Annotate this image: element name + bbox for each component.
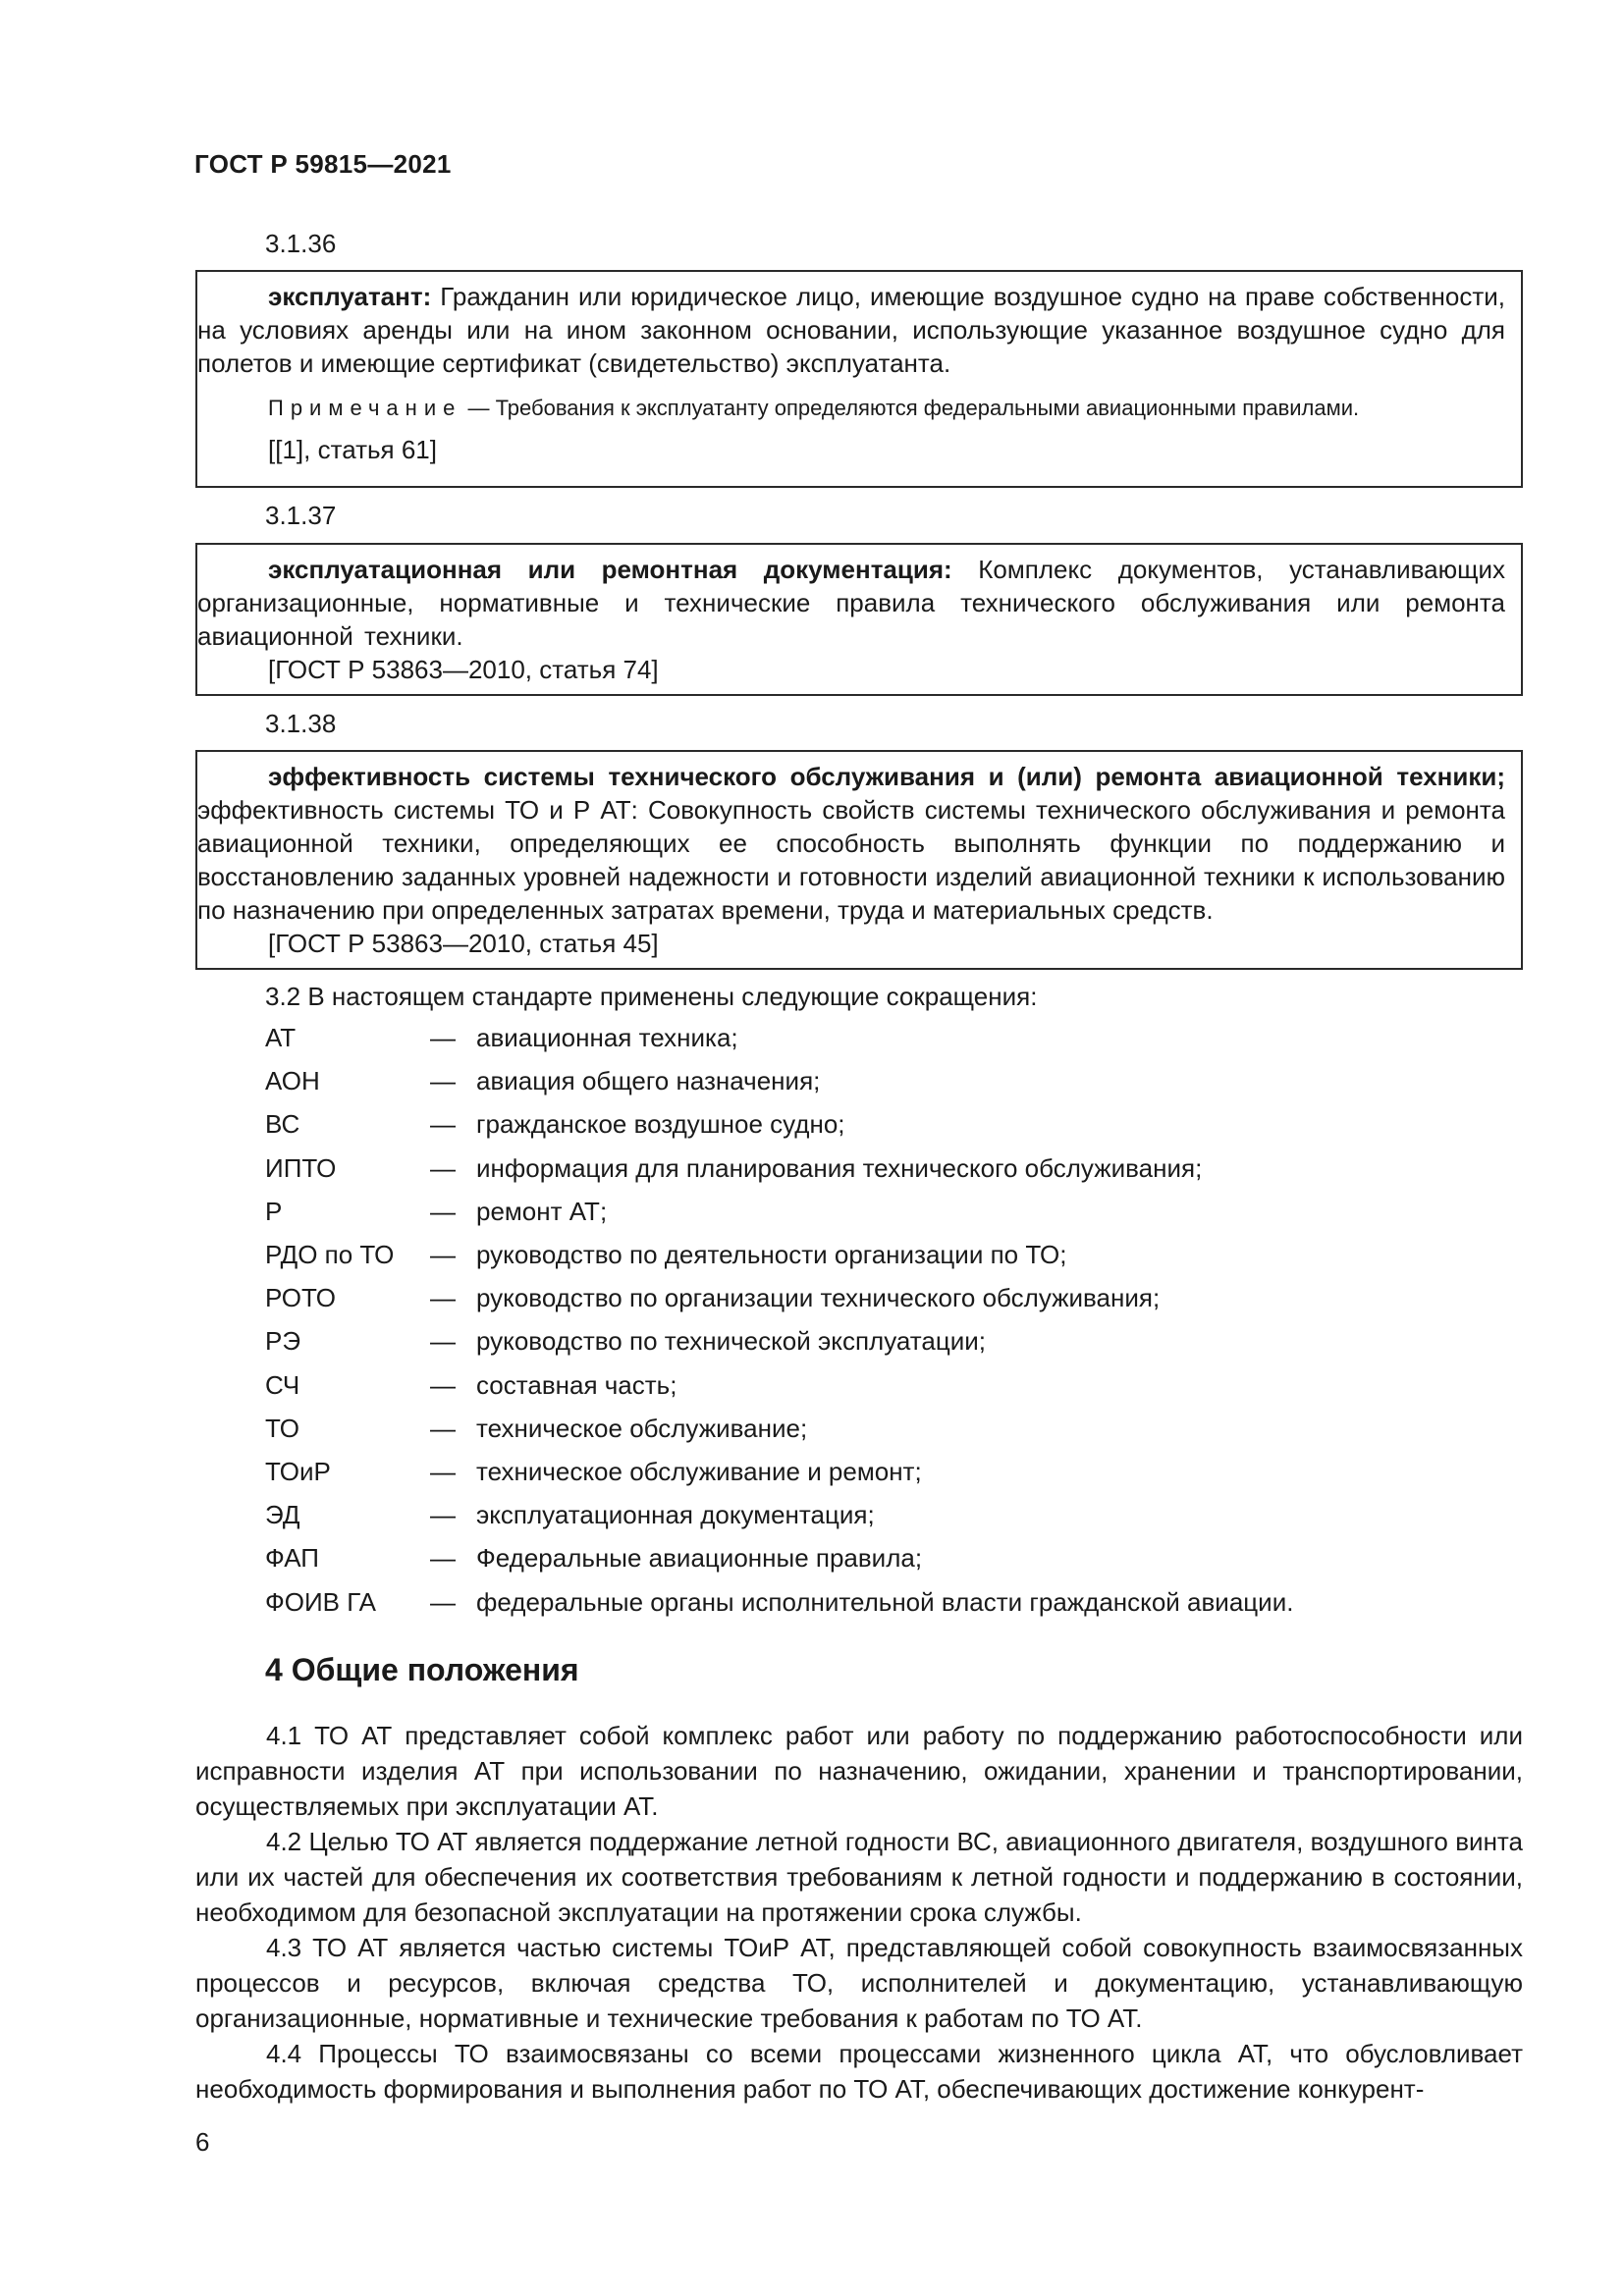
abbreviation-row <box>265 1457 1522 1500</box>
term-title: эксплуатационная или ремонтная документация: <box>268 555 952 584</box>
abbreviation-code: ФОИВ ГА <box>265 1586 376 1617</box>
abbreviation-row <box>265 1587 1522 1630</box>
document-header: ГОСТ Р 59815—2021 <box>194 149 452 179</box>
abbreviation-dash: — <box>430 1152 456 1183</box>
abbreviation-code: АОН <box>265 1066 320 1096</box>
term-definition-box <box>195 270 1523 488</box>
abbreviation-code: РОТО <box>265 1283 336 1313</box>
term-number: 3.1.36 <box>265 229 337 258</box>
abbreviation-row <box>265 1023 1522 1066</box>
abbreviation-row <box>265 1543 1522 1586</box>
term-title: эксплуатант: <box>268 282 432 311</box>
abbreviations-intro: 3.2 В настоящем стандарте применены следующие сокращения: <box>265 982 1038 1011</box>
abbreviation-dash: — <box>430 1369 456 1400</box>
abbreviation-row <box>265 1197 1522 1240</box>
abbreviation-row <box>265 1240 1522 1283</box>
abbreviation-text: составная часть; <box>476 1369 677 1400</box>
abbreviation-code: ИПТО <box>265 1152 337 1183</box>
abbreviation-dash: — <box>430 1457 456 1486</box>
abbreviation-code: АТ <box>265 1023 297 1052</box>
abbreviation-text: ремонт АТ; <box>476 1196 608 1226</box>
section-title: 4 Общие положения <box>265 1652 579 1687</box>
definition-text: эффективность системы ТО и Р АТ: Совокупность свойств системы технического обслуживания и ремонта авиационной техники, определяющих ее способность выполнять функции по поддержанию и восстановлению заданных уровней надежности и готовности изделий авиационной техники к использованию по назначению при определенных затратах времени, труда и материальных средств. <box>197 795 1505 925</box>
abbreviation-row <box>265 1153 1522 1197</box>
abbreviation-code: СЧ <box>265 1369 300 1400</box>
abbreviation-code: РЭ <box>265 1326 301 1357</box>
definition-text: Комплекс документов, устанавливающих организационные, нормативные и технические правила технического обслуживания или ремонта авиационной техники. <box>197 555 1505 651</box>
term-definition <box>197 280 1505 380</box>
abbreviation-text: руководство по деятельности организации по ТО; <box>476 1240 1067 1269</box>
abbreviation-row <box>265 1066 1522 1109</box>
abbreviation-text: авиационная техника; <box>476 1023 738 1052</box>
term-source: [ГОСТ Р 53863—2010, статья 45] <box>268 929 659 958</box>
abbreviation-row <box>265 1283 1522 1326</box>
term-definition-box <box>195 543 1523 696</box>
abbreviation-text: техническое обслуживание; <box>476 1413 808 1443</box>
abbreviation-row <box>265 1370 1522 1414</box>
paragraph: 4.2 Целью ТО АТ является поддержание летной годности ВС, авиационного двигателя, воздушного винта или их частей для обеспечения их соответствия требованиям к летной годности и поддержанию в состоянии, необходимом для безопасной эксплуатации на протяжении срока службы. <box>195 1827 1523 1927</box>
paragraph: 4.3 ТО АТ является частью системы ТОиР АТ, представляющей собой совокупность взаимосвязанных процессов и ресурсов, включая средства ТО, исполнителей и документацию, устанавливающую организационные, нормативные и технические требования к работам по ТО АТ. <box>195 1933 1523 2033</box>
abbreviation-dash: — <box>430 1500 456 1530</box>
abbreviation-text: эксплуатационная документация; <box>476 1500 875 1530</box>
abbreviation-code: ФАП <box>265 1543 319 1574</box>
abbreviation-dash: — <box>430 1586 456 1617</box>
abbreviation-text: гражданское воздушное судно; <box>476 1109 845 1140</box>
term-definition <box>197 553 1505 653</box>
abbreviation-text: авиация общего назначения; <box>476 1066 821 1096</box>
abbreviation-text: федеральные органы исполнительной власти гражданской авиации. <box>476 1586 1294 1617</box>
term-note <box>197 392 1505 425</box>
abbreviation-text: Федеральные авиационные правила; <box>476 1543 923 1574</box>
abbreviation-text: руководство по организации технического обслуживания; <box>476 1283 1161 1313</box>
abbreviation-dash: — <box>430 1543 456 1574</box>
definition-text: Гражданин или юридическое лицо, имеющие воздушное судно на праве собственности, на условиях аренды или на ином законном основании, использующие указанное воздушное судно для полетов и имеющие сертификат (свидетельство) эксплуатанта. <box>197 282 1505 378</box>
term-source: [ГОСТ Р 53863—2010, статья 74] <box>268 655 659 684</box>
abbreviation-row <box>265 1414 1522 1457</box>
abbreviation-code: ВС <box>265 1109 300 1140</box>
abbreviation-text: техническое обслуживание и ремонт; <box>476 1457 922 1486</box>
abbreviation-dash: — <box>430 1283 456 1313</box>
abbreviation-dash: — <box>430 1196 456 1226</box>
abbreviation-row <box>265 1109 1522 1152</box>
paragraph: 4.4 Процессы ТО взаимосвязаны со всеми процессами жизненного цикла АТ, что обусловливает необходимость формирования и выполнения работ по ТО АТ, обеспечивающих достижение конкурент- <box>195 2039 1523 2104</box>
note-text: — Требования к эксплуатанту определяются федеральными авиационными правилами. <box>461 396 1360 420</box>
term-definition <box>197 760 1505 927</box>
abbreviation-code: ТО <box>265 1413 299 1443</box>
page-number: 6 <box>195 2127 210 2157</box>
paragraph: 4.1 ТО АТ представляет собой комплекс работ или работу по поддержанию работоспособности или исправности изделия АТ при использовании по назначению, ожидании, хранении и транспортировании, осуществляемых при эксплуатации АТ. <box>195 1721 1523 1821</box>
note-label: Примечание <box>268 396 462 420</box>
term-number: 3.1.38 <box>265 709 337 738</box>
abbreviation-text: информация для планирования технического обслуживания; <box>476 1152 1203 1183</box>
abbreviation-dash: — <box>430 1240 456 1269</box>
abbreviation-dash: — <box>430 1326 456 1357</box>
term-definition-box <box>195 750 1523 970</box>
abbreviation-text: руководство по технической эксплуатации; <box>476 1326 987 1357</box>
abbreviation-row <box>265 1500 1522 1543</box>
term-number: 3.1.37 <box>265 501 337 530</box>
abbreviation-code: Р <box>265 1196 283 1226</box>
term-source: [[1], статья 61] <box>268 435 437 464</box>
abbreviation-dash: — <box>430 1413 456 1443</box>
abbreviation-dash: — <box>430 1109 456 1140</box>
abbreviation-code: ТОиР <box>265 1457 331 1486</box>
abbreviation-dash: — <box>430 1066 456 1096</box>
term-title: эффективность системы технического обслуживания и (или) ремонта авиационной техники; <box>268 762 1505 791</box>
abbreviation-row <box>265 1326 1522 1369</box>
abbreviation-dash: — <box>430 1023 456 1052</box>
abbreviation-code: РДО по ТО <box>265 1240 395 1269</box>
abbreviation-code: ЭД <box>265 1500 300 1530</box>
